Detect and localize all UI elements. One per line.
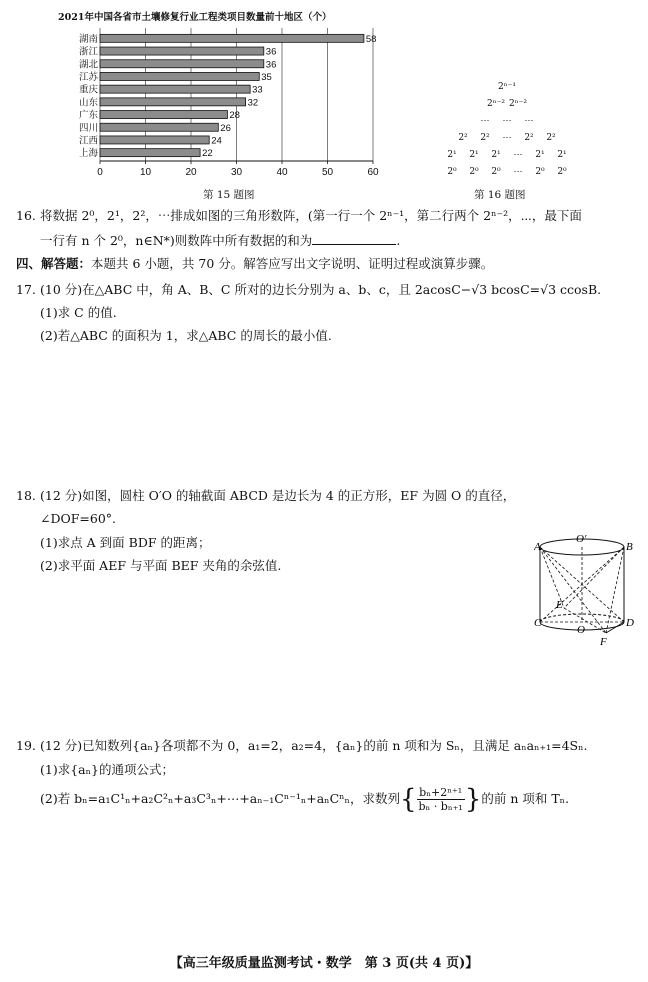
value-label: 28: [229, 110, 240, 122]
q19-stem: (12 分)已知数列{aₙ}各项都不为 0，a₁=2，a₂=4，{aₙ}的前 n 项和为 Sₙ，且满足 aₙaₙ₊₁=4Sₙ.: [40, 738, 588, 753]
x-tick-label: 40: [276, 167, 288, 178]
value-label: 26: [220, 122, 231, 134]
bar: [100, 111, 227, 119]
fraction-numerator: bₙ+2ⁿ⁺¹: [417, 786, 465, 800]
section-title: 四、解答题：: [16, 256, 92, 271]
category-label: 山东: [78, 97, 98, 109]
q18-part2: (2)求平面 AEF 与平面 BEF 夹角的余弦值.: [40, 558, 282, 573]
triangle-entry: 2⁰: [491, 167, 501, 177]
fig16-caption: 第 16 题图: [474, 189, 526, 201]
fig15-caption: 第 15 题图: [203, 189, 255, 201]
label-O1: O′: [576, 533, 587, 545]
triangle-entry: ⋯: [513, 150, 523, 160]
q18-line1: (12 分)如图，圆柱 O′O 的轴截面 ABCD 是边长为 4 的正方形，EF 为圆 O 的直径，: [40, 488, 516, 503]
value-label: 24: [211, 135, 222, 147]
triangle-entry: 2⁰: [469, 167, 479, 177]
q19-part2-tail: 的前 n 项和 Tₙ.: [481, 791, 570, 806]
bar: [100, 123, 218, 131]
q19-number: 19.: [16, 738, 36, 753]
category-label: 浙江: [78, 46, 98, 58]
section-instructions: 本题共 6 小题，共 70 分。解答应写出文字说明、证明过程或演算步骤。: [91, 256, 494, 271]
triangle-entry: 2¹: [557, 150, 567, 160]
q16-line2-text: 一行有 n 个 2⁰，n∈N*)则数阵中所有数据的和为: [40, 233, 313, 248]
value-label: 58: [365, 33, 377, 45]
fraction: [417, 786, 465, 813]
triangle-entry: ⋯: [513, 167, 523, 177]
bar-chart: [60, 24, 460, 202]
cylinder-figure: [534, 530, 648, 650]
triangle-entry: ⋯: [524, 116, 534, 126]
q17-part2: (2)若△ABC 的面积为 1，求△ABC 的周长的最小值.: [40, 328, 332, 343]
triangle-entry: ⋯: [502, 116, 512, 126]
label-A: A: [534, 541, 541, 553]
x-tick-label: 30: [230, 167, 243, 178]
value-label: 32: [247, 97, 259, 109]
q19-part1: (1)求{aₙ}的通项公式；: [40, 762, 174, 777]
x-tick-label: 60: [367, 167, 379, 178]
triangle-entry: 2¹: [535, 150, 545, 160]
label-C: C: [534, 617, 542, 629]
triangle-entry: 2¹: [469, 150, 479, 160]
triangle-entry: 2¹: [447, 150, 457, 160]
category-label: 江西: [78, 135, 98, 147]
q17-stem: (10 分)在△ABC 中，角 A、B、C 所对的边长分别为 a、b、c，且 2acosC−√3 bcosC=√3 ccosB.: [40, 282, 602, 297]
chart-title: 2021年中国各省市土壤修复行业工程类项目数量前十地区（个）: [58, 12, 332, 23]
fraction-denominator: bₙ · bₙ₊₁: [418, 800, 463, 813]
category-label: 重庆: [78, 84, 98, 96]
triangle-entry: 2²: [546, 133, 556, 143]
category-label: 广东: [78, 110, 98, 122]
section-heading: [16, 256, 493, 272]
q18-part1: (1)求点 A 到面 BDF 的距离；: [40, 535, 211, 550]
bar: [100, 149, 200, 157]
category-label: 上海: [78, 148, 98, 160]
q18-number: 18.: [16, 488, 36, 503]
bar: [100, 72, 259, 80]
value-label: 36: [265, 59, 277, 71]
bar: [100, 98, 246, 106]
triangle-entry: 2ⁿ⁻¹: [498, 82, 516, 92]
x-tick-label: 50: [321, 167, 334, 178]
q19-part2-text: (2)若 bₙ=a₁C¹ₙ+a₂C²ₙ+a₃C³ₙ+⋯+aₙ₋₁Cⁿ⁻¹ₙ+aₙCⁿₙ，求数列: [40, 791, 400, 806]
right-brace: }: [464, 784, 482, 815]
left-brace: {: [399, 784, 417, 815]
q17-part1: (1)求 C 的值.: [40, 305, 117, 320]
q16-line2: [40, 232, 400, 249]
value-label: 22: [202, 148, 213, 160]
category-label: 江苏: [78, 71, 98, 83]
triangle-entry: 2⁰: [535, 167, 545, 177]
page-footer: 【高三年级质量监测考试・数学 第 3 页(共 4 页)】: [169, 956, 479, 971]
x-tick-label: 10: [139, 167, 152, 178]
category-label: 四川: [78, 122, 98, 134]
triangle-entry: 2²: [480, 133, 490, 143]
q17-number: 17.: [16, 282, 36, 297]
q16-line2-end: .: [396, 233, 401, 248]
x-tick-label: 0: [97, 167, 103, 178]
category-label: 湖北: [78, 59, 98, 71]
triangle-entry: 2ⁿ⁻²: [487, 99, 505, 109]
triangle-entry: 2¹: [491, 150, 501, 160]
triangle-array: [420, 82, 595, 182]
category-label: 湖南: [78, 33, 98, 45]
bar: [100, 47, 264, 55]
value-label: 36: [265, 46, 277, 58]
bar: [100, 34, 364, 42]
answer-blank[interactable]: [312, 232, 396, 245]
label-F: F: [600, 636, 607, 648]
value-label: 33: [252, 84, 263, 96]
value-label: 35: [261, 71, 272, 83]
label-D: D: [626, 617, 634, 629]
triangle-entry: ⋯: [502, 133, 512, 143]
label-B: B: [626, 541, 633, 553]
q16-number: 16.: [16, 208, 36, 223]
x-tick-label: 20: [185, 167, 197, 178]
triangle-entry: 2²: [524, 133, 534, 143]
label-O: O: [577, 624, 585, 636]
bar: [100, 85, 250, 93]
q18-line2: ∠DOF=60°.: [40, 511, 117, 526]
triangle-entry: 2²: [458, 133, 468, 143]
triangle-entry: 2⁰: [557, 167, 567, 177]
bar: [100, 136, 209, 144]
label-E: E: [556, 599, 563, 611]
bar: [100, 60, 264, 68]
triangle-entry: 2ⁿ⁻²: [509, 99, 527, 109]
triangle-entry: 2⁰: [447, 167, 457, 177]
q19-part2: [40, 786, 569, 813]
q16-line1: 将数据 2⁰，2¹，2²，⋯排成如图的三角形数阵，(第一行一个 2ⁿ⁻¹，第二行两个 2ⁿ⁻²，⋯，最下面: [40, 208, 582, 223]
triangle-entry: ⋯: [480, 116, 490, 126]
